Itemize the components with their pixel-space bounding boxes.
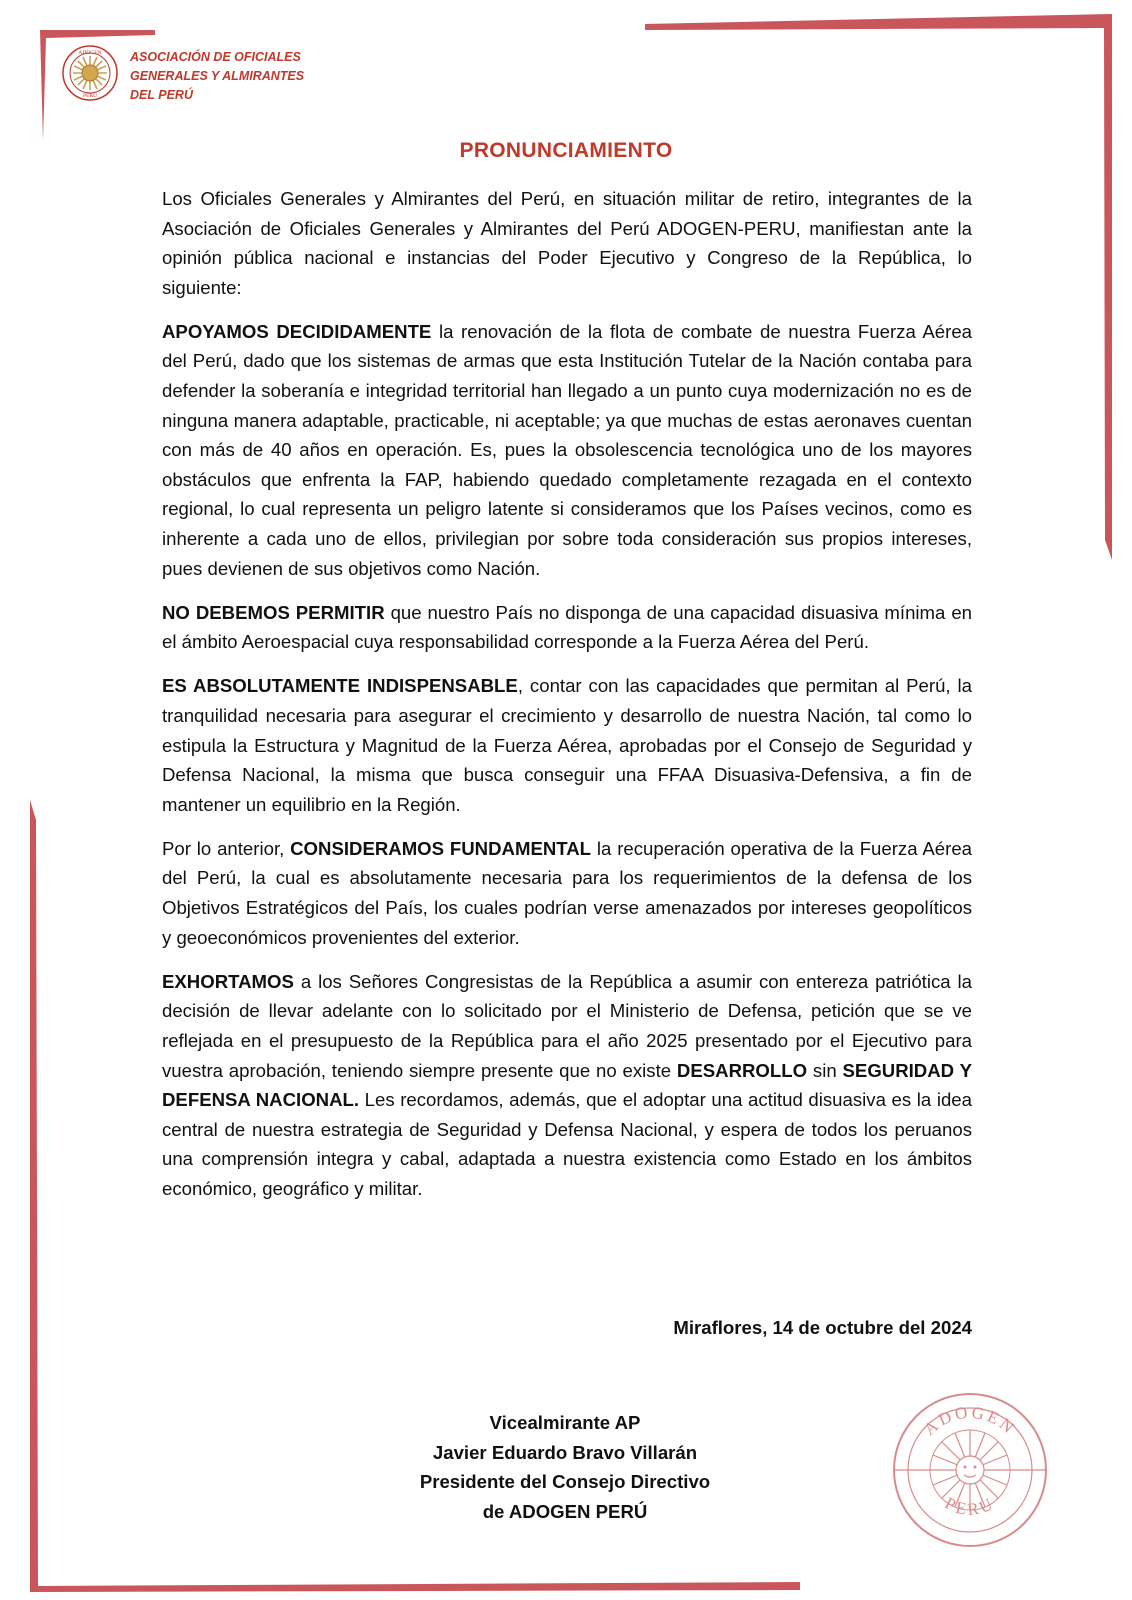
org-name-line-1: ASOCIACIÓN DE OFICIALES — [130, 50, 301, 64]
paragraph-no-debemos — [162, 598, 972, 657]
bold-consideramos: CONSIDERAMOS FUNDAMENTAL — [290, 837, 592, 859]
seal-text-bottom: PERU — [941, 1493, 999, 1520]
text-indispensable: , contar con las capacidades que permitan al Perú, la tranquilidad necesaria para asegurar el crecimiento y desarrollo de nuestra Nación, tal como lo estipula la Estructura y Magnitud de la Fuerza Aérea, aprobadas por el Consejo de Seguridad y Defensa Nacional, la misma que busca conseguir una FFAA Disuasiva-Defensiva, a fin de mantener un equilibrio en la Región. — [162, 675, 972, 815]
organization-name — [130, 48, 304, 105]
paragraph-apoyamos — [162, 317, 972, 583]
signature-rank: Vicealmirante AP — [489, 1412, 641, 1433]
text-apoyamos: la renovación de la flota de combate de nuestra Fuerza Aérea del Perú, dado que los sistemas de armas que esta Institución Tutelar de la Nación contaba para defender la soberanía e integridad territorial han llegado a un punto cuya modernización no es de ninguna manera adaptable, practicable, ni aceptable; ya que muchas de estas aeronaves cuentan con más de 40 años en operación. Es, pues la obsolescencia tecnológica uno de los mayores obstáculos que enfrenta la FAP, habiendo quedado completamente rezagada en el contexto regional, lo cual representa un peligro latente si consideramos que los Países vecinos, como es inherente a cada uno de ellos, privilegian por sobre toda consideración sus propios intereses, pues devienen de sus objetivos como Nación. — [162, 320, 973, 579]
paragraph-intro: Los Oficiales Generales y Almirantes del Perú, en situación militar de retiro, integrantes de la Asociación de Oficiales Generales y Almirantes del Perú ADOGEN-PERU, manifiestan ante la opinión pública nacional e instancias del Poder Ejecutivo y Congreso de la República, lo siguiente: — [162, 188, 972, 298]
bold-exhortamos: EXHORTAMOS — [162, 970, 294, 992]
logo-text-bottom: PERU — [82, 93, 98, 99]
bold-seguridad: SEGURIDAD Y DEFENSA NACIONAL. — [162, 1059, 972, 1111]
org-name-line-3: DEL PERÚ — [130, 88, 193, 102]
paragraph-consideramos — [162, 834, 972, 952]
text-exhortamos-1: a los Señores Congresistas de la República a asumir con entereza patriótica la decisión de llevar adelante con lo solicitado por el Ministerio de Defensa, petición que se ve reflejada en el presupuesto de la República para el año 2025 presentado por el Ejecutivo para vuestra aprobación, teniendo siempre presente que no existe — [162, 970, 972, 1081]
bold-apoyamos: APOYAMOS DECIDIDAMENTE — [162, 320, 432, 342]
date-line: Miraflores, 14 de octubre del 2024 — [673, 1317, 972, 1338]
paragraph-exhortamos — [162, 967, 972, 1204]
logo-text-top: ADOGEN — [78, 50, 102, 56]
adogen-seal-icon — [890, 1390, 1050, 1550]
adogen-emblem-icon — [62, 45, 118, 101]
signature-title: Presidente del Consejo Directivo — [419, 1471, 711, 1493]
text-consideramos: la recuperación operativa de la Fuerza Aérea del Perú, la cual es absolutamente necesaria para los requerimientos de la defensa de los Objetivos Estratégicos del País, los cuales podrían verse amenazados por intereses geopolíticos y geoeconómicos provenientes del exterior. — [162, 837, 973, 948]
text-no-debemos: que nuestro País no disponga de una capacidad disuasiva mínima en el ámbito Aeroespacial cuya responsabilidad corresponde a la Fuerza Aérea del Perú. — [162, 601, 972, 653]
text-exhortamos-2: sin — [807, 1059, 843, 1081]
text-exhortamos-3: Les recordamos, además, que el adoptar una actitud disuasiva es la idea central de nuestra estrategia de Seguridad y Defensa Nacional, y espera de todos los peruanos una comprensión integra y cabal, adaptada a nuestra existencia como Estado en los ámbitos económico, geográfico y militar. — [162, 1089, 972, 1199]
signature-name: Javier Eduardo Bravo Villarán — [432, 1441, 698, 1463]
bold-desarrollo: DESARROLLO — [676, 1059, 808, 1081]
org-name-line-2: GENERALES Y ALMIRANTES — [130, 69, 305, 83]
signature-block — [360, 1408, 770, 1526]
pre-consideramos: Por lo anterior, — [162, 837, 291, 859]
bold-indispensable: ES ABSOLUTAMENTE INDISPENSABLE — [162, 675, 518, 697]
document-body — [162, 184, 972, 1218]
signature-org: de ADOGEN PERÚ — [482, 1500, 648, 1522]
paragraph-indispensable — [162, 671, 972, 819]
bold-no-debemos: NO DEBEMOS PERMITIR — [162, 601, 385, 623]
seal-text-top: ADOGEN — [920, 1402, 1020, 1439]
document-title: PRONUNCIAMIENTO — [459, 139, 673, 162]
